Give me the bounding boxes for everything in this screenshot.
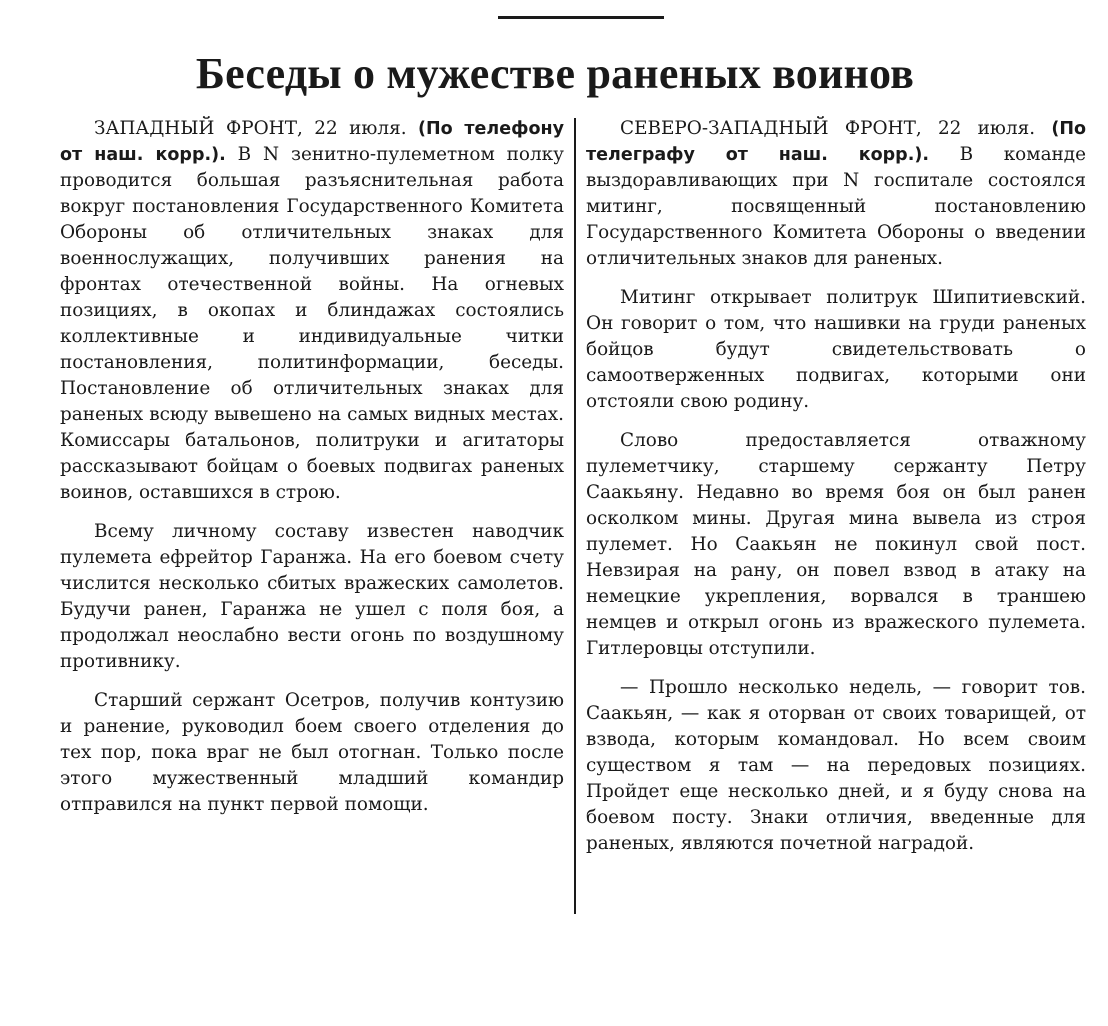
right-paragraph-4: — Прошло несколько недель, — говорит тов. Саакьян, — как я оторван от своих товарищей, от взвода, которым командовал. Но всем своим существом я там — на передовых позициях. Пройдет еще несколько дней, и я буду снова на боевом посту. Знаки отличия, введенные для раненых, являются почетной наградой.: [586, 677, 1086, 854]
right-paragraph-1-text: В команде выздоравливающих при N госпитале состоялся митинг, посвященный постановлению Государственного Комитета Обороны о введении отличительных знаков для раненых.: [586, 144, 1086, 269]
left-paragraph-2: Всему личному составу известен наводчик пулемета ефрейтор Гаранжа. На его боевом счету числится несколько сбитых вражеских самолетов. Будучи ранен, Гаранжа не ушел с поля боя, а продолжал неослабно вести огонь по воздушному противнику.: [60, 521, 564, 672]
left-paragraph-3: Старший сержант Осетров, получив контузию и ранение, руководил боем своего отделения до тех пор, пока враг не был отогнан. Только после этого мужественный младший командир отправился на пункт первой помощи.: [60, 690, 564, 815]
left-paragraph-1-text: В N зенитно-пулеметном полку проводится большая разъяснительная работа вокруг постановления Государственного Комитета Обороны об отличительных знаках для военнослужащих, получивших ранения на фронтах отечественной войны. На огневых позициях, в окопах и блиндажах состоялись коллективные и индивидуальные читки постановления, политинформации, беседы. Постановление об отличительных знаках для раненых всюду вывешено на самых видных местах. Комиссары батальонов, политруки и агитаторы рассказывают бойцам о боевых подвигах раненых воинов, оставшихся в строю.: [60, 144, 564, 503]
top-rule: [498, 16, 664, 19]
right-paragraph-3: Слово предоставляется отважному пулеметчику, старшему сержанту Петру Саакьяну. Недавно во время боя он был ранен осколком мины. Другая мина вывела из строя пулемет. Но Саакьян не покинул свой пост. Невзирая на рану, он повел взвод в атаку на немецкие укрепления, ворвался в траншею немцев и открыл огонь из вражеского пулемета. Гитлеровцы отступили.: [586, 430, 1086, 659]
left-dateline: ЗАПАДНЫЙ ФРОНТ, 22 июля.: [94, 118, 407, 139]
left-byline: (По телефону от наш. корр.).: [60, 119, 564, 165]
column-divider: [574, 118, 576, 914]
left-paragraph-1: [60, 116, 564, 506]
right-byline: (По телеграфу от наш. корр.).: [586, 119, 1086, 165]
headline: Беседы о мужестве раненых воинов: [195, 49, 915, 98]
right-article: [586, 116, 1086, 870]
right-paragraph-2: Митинг открывает политрук Шипитиевский. Он говорит о том, что нашивки на груди раненых бойцов будут свидетельствовать о самоотверженных подвигах, которыми они отстояли свою родину.: [586, 287, 1086, 412]
right-paragraph-1: [586, 116, 1086, 272]
right-dateline: СЕВЕРО-ЗАПАДНЫЙ ФРОНТ, 22 июля.: [620, 118, 1036, 139]
left-article: [60, 116, 564, 831]
